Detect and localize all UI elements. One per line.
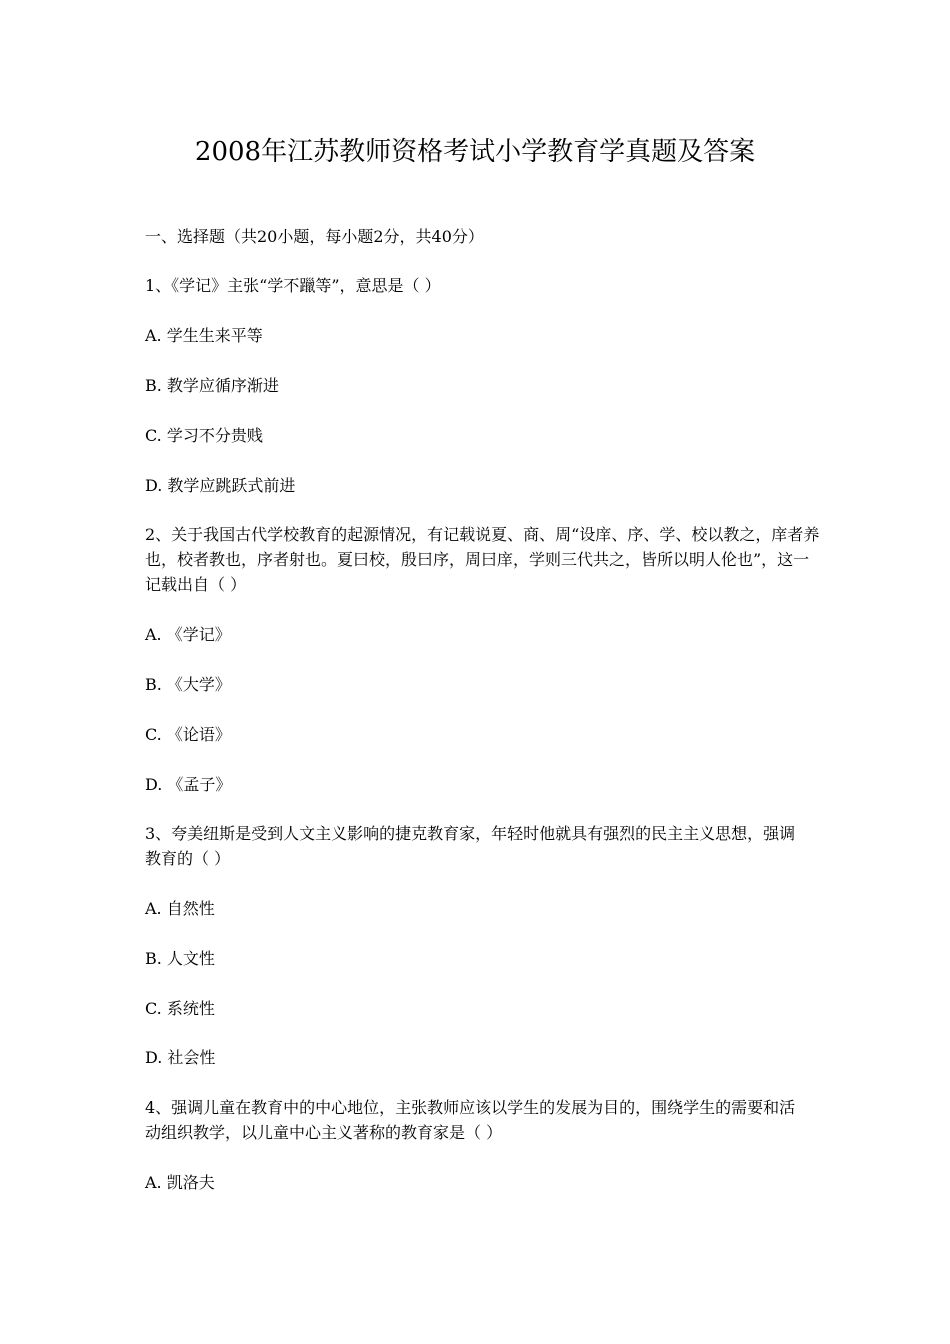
question-2-option-a: A. 《学记》 xyxy=(145,625,231,644)
question-2-stem-line-3: 记载出自（ ） xyxy=(145,575,247,594)
question-1-option-d: D. 教学应跳跃式前进 xyxy=(145,476,296,495)
document-title: 2008年江苏教师资格考试小学教育学真题及答案 xyxy=(194,137,756,167)
question-3-option-b: B. 人文性 xyxy=(145,949,215,968)
question-3-option-a: A. 自然性 xyxy=(145,899,215,918)
question-2-option-d: D. 《孟子》 xyxy=(145,775,232,794)
question-2-option-b: B. 《大学》 xyxy=(145,675,231,694)
question-3-option-c: C. 系统性 xyxy=(145,999,215,1018)
question-4-option-a: A. 凯洛夫 xyxy=(145,1173,215,1192)
question-2-stem-line-2: 也，校者教也，序者射也。夏曰校，殷曰序，周曰庠，学则三代共之，皆所以明人伦也”，这一 xyxy=(145,550,810,569)
section-heading: 一、选择题（共20小题，每小题2分，共40分） xyxy=(145,227,484,246)
question-4-stem-line-2: 动组织教学，以儿童中心主义著称的教育家是（ ） xyxy=(145,1123,503,1142)
question-3-option-d: D. 社会性 xyxy=(145,1048,216,1067)
question-3-stem-line-2: 教育的（ ） xyxy=(145,849,231,868)
question-1-stem: 1、《学记》主张“学不躐等”，意思是（ ） xyxy=(145,276,441,295)
question-2-stem-line-1: 2、关于我国古代学校教育的起源情况，有记载说夏、商、周“设庠、序、学、校以教之，庠者养 xyxy=(145,525,820,544)
question-2-option-c: C. 《论语》 xyxy=(145,725,231,744)
question-1-option-a: A. 学生生来平等 xyxy=(145,326,263,345)
question-4-stem-line-1: 4、强调儿童在教育中的中心地位，主张教师应该以学生的发展为目的，围绕学生的需要和活 xyxy=(145,1098,796,1117)
question-3-stem-line-1: 3、夸美纽斯是受到人文主义影响的捷克教育家，年轻时他就具有强烈的民主主义思想，强调 xyxy=(145,824,796,843)
question-1-option-b: B. 教学应循序渐进 xyxy=(145,376,279,395)
question-1-option-c: C. 学习不分贵贱 xyxy=(145,426,263,445)
